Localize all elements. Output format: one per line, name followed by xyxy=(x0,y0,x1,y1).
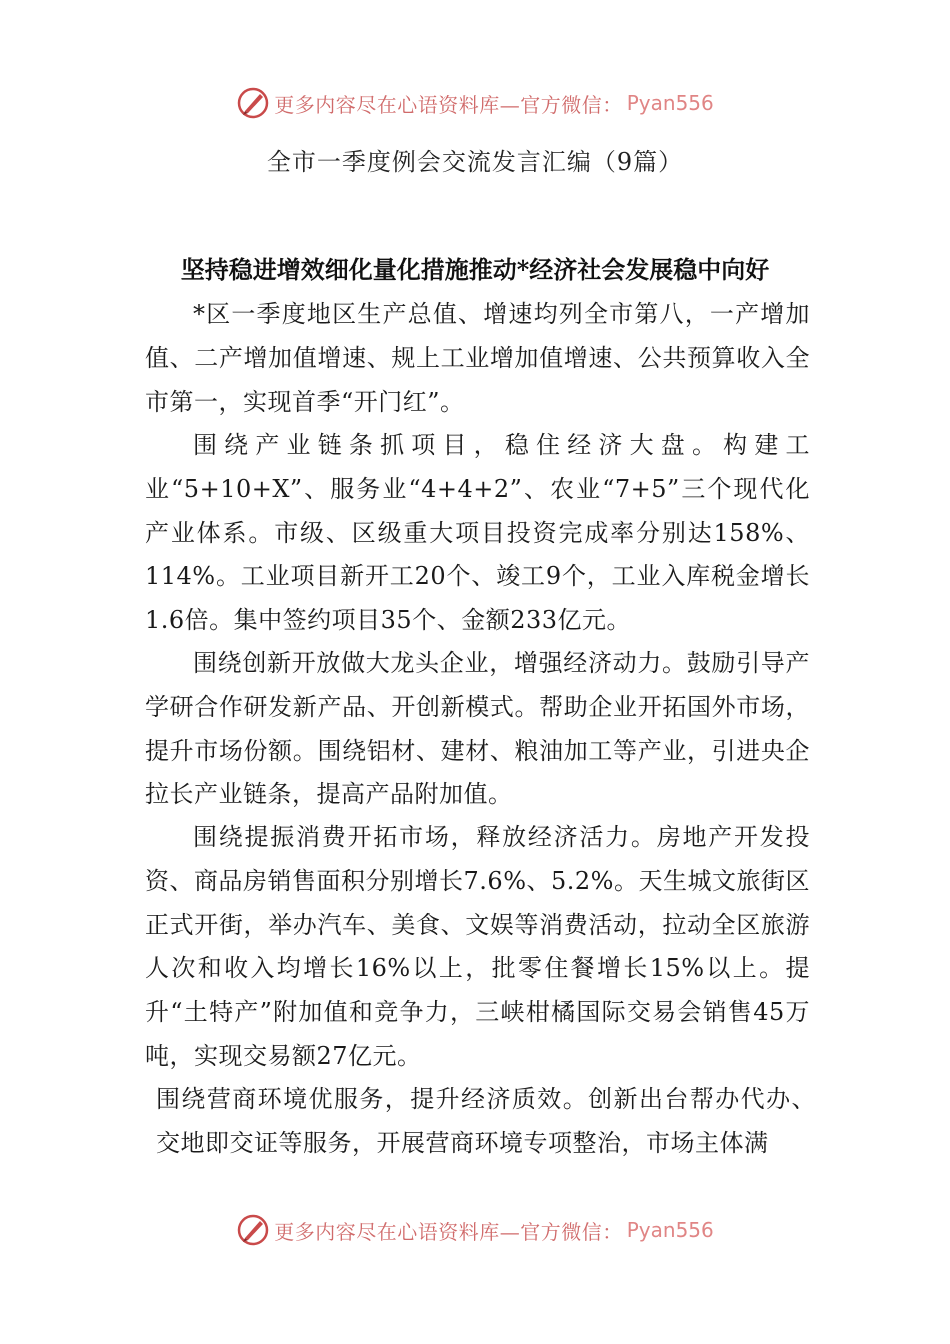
section-title: 坚持稳进增效细化量化措施推动*经济社会发展稳中向好 xyxy=(180,255,770,284)
banner-wechat-id: Pyan556 xyxy=(626,91,714,115)
paragraph-3: 围绕创新开放做大龙头企业，增强经济动力。鼓励引导产学研合作研发新产品、开创新模式。帮助企业开拓国外市场，提升市场份额。围绕铝材、建材、粮油加工等产业，引进央企拉长产业链条，提高产品附加值。 xyxy=(145,649,810,809)
banner-text: 更多内容尽在心语资料库—官方微信： xyxy=(274,92,623,117)
document-title: 全市一季度例会交流发言汇编（9篇） xyxy=(266,148,684,176)
paragraph-1: *区一季度地区生产总值、增速均列全市第八，一产增加值、二产增加值增速、规上工业增加值增速、公共预算收入全市第一，实现首季“开门红”。 xyxy=(145,300,810,416)
pen-circle-logo-icon xyxy=(236,1213,270,1247)
paragraph-2: 围绕产业链条抓项目，稳住经济大盘。构建工业“5+10+X”、服务业“4+4+2”、农业“7+5”三个现代化产业体系。市级、区级重大项目投资完成率分别达158%、114%。工业项目新开工20个、竣工9个，工业入库税金增长1.6倍。集中签约项目35个、金额233亿元。 xyxy=(145,431,810,635)
pen-circle-logo-icon xyxy=(236,86,270,120)
banner-wechat-id: Pyan556 xyxy=(626,1218,714,1242)
footer-watermark-banner xyxy=(0,1210,950,1250)
header-watermark-banner xyxy=(0,83,950,123)
paragraph-4: 围绕提振消费开拓市场，释放经济活力。房地产开发投资、商品房销售面积分别增长7.6%、5.2%。天生城文旅街区正式开街，举办汽车、美食、文娱等消费活动，拉动全区旅游人次和收入均增长16%以上，批零住餐增长15%以上。提升“土特产”附加值和竞争力，三峡柑橘国际交易会销售45万吨，实现交易额27亿元。 xyxy=(145,823,810,1070)
banner-text: 更多内容尽在心语资料库—官方微信： xyxy=(274,1219,623,1244)
paragraph-5: 围绕营商环境优服务，提升经济质效。创新出台帮办代办、交地即交证等服务，开展营商环境专项整治，市场主体满 xyxy=(156,1085,816,1157)
